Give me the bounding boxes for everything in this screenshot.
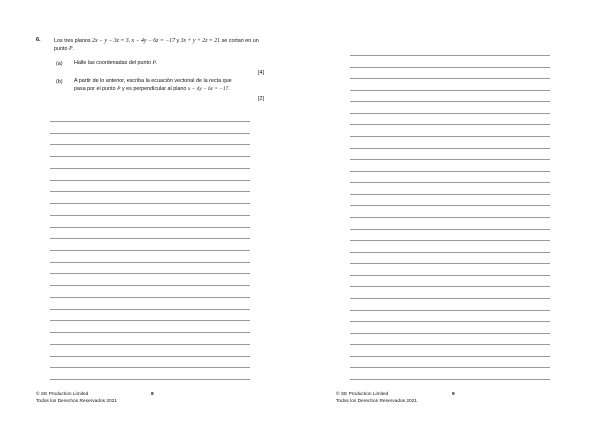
answer-line xyxy=(50,250,250,251)
stem-conjunction: y xyxy=(176,38,180,44)
answer-line xyxy=(50,297,250,298)
answer-line xyxy=(50,379,250,380)
answer-line xyxy=(350,240,550,241)
answer-line xyxy=(50,262,250,263)
answer-line xyxy=(50,344,250,345)
part-a-label: (a) xyxy=(56,61,63,67)
part-b-label: (b) xyxy=(56,79,63,85)
answer-line xyxy=(350,148,550,149)
question-number: 6. xyxy=(36,37,41,43)
answer-line xyxy=(50,191,250,192)
answer-line xyxy=(50,332,250,333)
answer-line xyxy=(350,67,550,68)
answer-line xyxy=(350,205,550,206)
answer-line xyxy=(50,180,250,181)
answer-line xyxy=(350,321,550,322)
answer-line xyxy=(350,333,550,334)
answer-line xyxy=(50,320,250,321)
answer-line xyxy=(350,310,550,311)
answer-line xyxy=(350,229,550,230)
answer-line xyxy=(350,298,550,299)
part-a-text: Halle las coordenadas del punto P. xyxy=(74,60,158,66)
part-b-text: A partir de lo anterior, escriba la ecuación vectorial de la recta que pasa por el punto P y es perpendicular al plano x − 4y − 6z = −17. xyxy=(74,78,232,92)
part-b-marks: [2] xyxy=(258,96,264,102)
copyright-text: © SE Production Limited xyxy=(336,392,389,397)
answer-line xyxy=(350,124,550,125)
answer-line xyxy=(350,101,550,102)
answer-line xyxy=(350,171,550,172)
page-number: 8 xyxy=(151,392,154,397)
plane-equation-2: x − 4y − 6z = −17 xyxy=(131,38,175,44)
answer-line xyxy=(50,168,250,169)
plane-equation-3: 3x + y + 2z = 21 xyxy=(180,38,221,44)
answer-line xyxy=(350,263,550,264)
answer-line xyxy=(350,182,550,183)
answer-line xyxy=(350,286,550,287)
answer-line xyxy=(50,356,250,357)
answer-line xyxy=(50,144,250,145)
answer-line xyxy=(50,367,250,368)
answer-line xyxy=(350,367,550,368)
answer-line xyxy=(350,55,550,56)
page-number: 9 xyxy=(452,392,455,397)
stem-intro: Los tres planos xyxy=(54,38,91,44)
answer-line xyxy=(350,344,550,345)
footer-right xyxy=(336,392,417,405)
answer-line xyxy=(50,273,250,274)
answer-line xyxy=(50,203,250,204)
answer-line xyxy=(50,309,250,310)
answer-line xyxy=(350,90,550,91)
answer-line xyxy=(350,159,550,160)
answer-line xyxy=(50,215,250,216)
right-page xyxy=(300,0,600,424)
copyright-text: © SE Production Limited xyxy=(36,392,89,397)
answer-line xyxy=(350,113,550,114)
answer-line xyxy=(50,121,250,122)
answer-line xyxy=(50,133,250,134)
plane-equation-1: 2x − y − 3z = 3 xyxy=(92,38,129,44)
answer-line xyxy=(350,275,550,276)
question-stem: Los tres planos 2x − y − 3z = 3, x − 4y − 6z = −17 y 3x + y + 2z = 21 se cortan en un punto P. xyxy=(54,38,259,52)
footer-left xyxy=(36,392,117,405)
rights-text: Todos los Derechos Reservados 2021 xyxy=(336,398,418,404)
answer-line xyxy=(50,156,250,157)
answer-line xyxy=(350,78,550,79)
part-a-marks: [4] xyxy=(258,70,264,76)
answer-line xyxy=(50,285,250,286)
answer-line xyxy=(350,194,550,195)
answer-line xyxy=(350,136,550,137)
answer-line xyxy=(50,238,250,239)
answer-line xyxy=(350,252,550,253)
answer-line xyxy=(50,227,250,228)
rights-text: Todos los Derechos Reservados 2021 xyxy=(36,398,118,404)
answer-line xyxy=(350,356,550,357)
stem-outro: se cortan en un punto xyxy=(54,38,259,52)
point-label: P xyxy=(69,46,73,52)
answer-line xyxy=(350,217,550,218)
answer-line xyxy=(350,379,550,380)
